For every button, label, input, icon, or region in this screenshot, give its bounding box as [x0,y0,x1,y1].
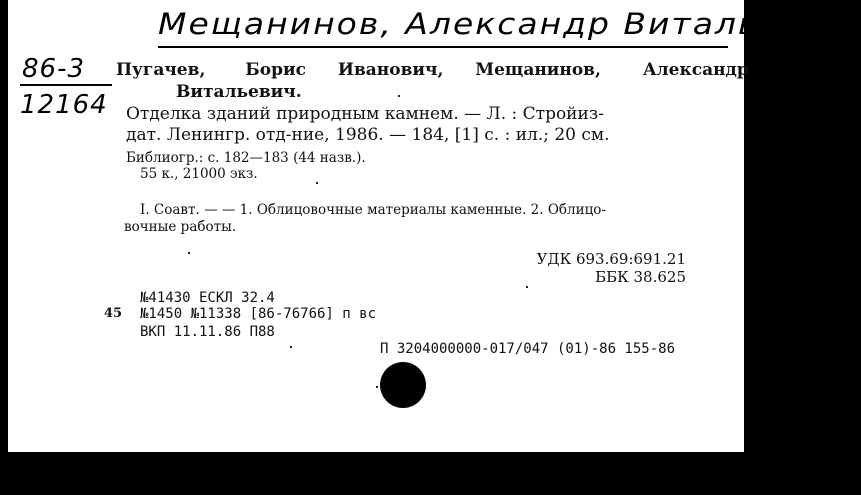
title-line: дат. Ленингр. отд-ние, 1986. — 184, [1] с. : ил.; 20 см. [126,125,610,145]
author-word: Иванович, [337,60,444,80]
registry-number: 45 [104,306,123,321]
author-word: Александр [642,60,749,80]
heading-underline [158,46,728,48]
subject-tracings-cont: вочные работы. [124,219,237,235]
publisher-index-code: П 3204000000-017/047 (01)-86 155-86 [380,341,676,357]
udk-classification: УДК 693.69:691.21 [536,250,686,268]
speck [290,346,292,348]
price-print-run: 55 к., 21000 экз. [140,166,258,182]
author-word: Мещанинов, [475,60,601,80]
card-punch-hole [380,362,426,408]
registry-line: №1450 №11338 [86-76766] п вс [140,306,377,322]
author-continuation: Витальевич. [176,82,302,102]
speck [526,286,528,288]
author-line [116,60,749,80]
handwritten-heading: Мещанинов, Александр Витальевич. [158,6,861,42]
class-mark-underline [20,84,112,86]
bibliography-note: Библиогр.: с. 182—183 (44 назв.). [126,150,366,166]
bbk-classification: ББК 38.625 [595,268,686,286]
handwritten-class-mark: 86-3 [22,54,86,84]
author-word: Борис [245,60,306,80]
speck [376,386,378,388]
registry-line: ВКП 11.11.86 П88 [140,324,275,340]
handwritten-inventory-number: 12164 [20,90,108,120]
speck [316,182,318,184]
speck [398,95,400,97]
speck [188,252,190,254]
catalog-card [8,0,861,452]
author-word: Пугачев, [116,60,206,80]
subject-tracings: I. Соавт. — — 1. Облицовочные материалы каменные. 2. Облицо- [140,202,606,218]
title-line: Отделка зданий природным камнем. — Л. : Стройиз- [126,104,604,124]
registry-line: №41430 ЕСКЛ 32.4 [140,290,275,306]
